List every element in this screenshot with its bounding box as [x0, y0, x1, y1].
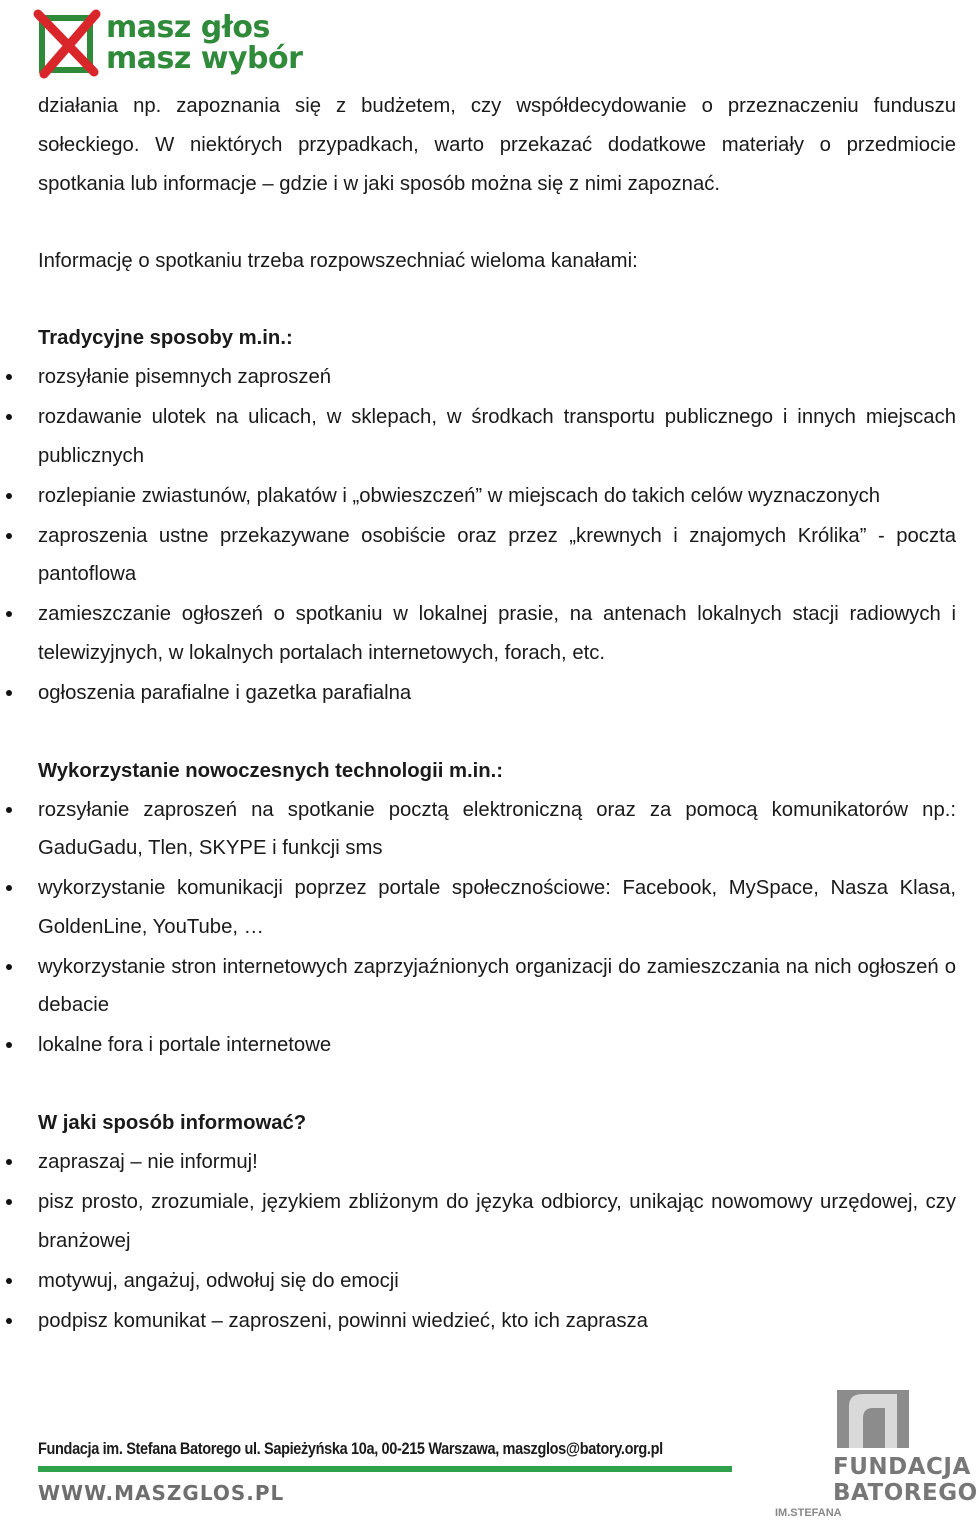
logo-wordmark — [106, 12, 302, 74]
foundation-name — [833, 1454, 978, 1506]
technology-methods-list — [38, 791, 956, 1065]
list-item: zapraszaj – nie informuj! — [38, 1143, 956, 1182]
list-item: wykorzystanie stron internetowych zaprzyjaźnionych organizacji do zamieszczania na nich ogłoszeń o debacie — [38, 948, 956, 1025]
list-item: motywuj, angażuj, odwołuj się do emocji — [38, 1262, 956, 1301]
foundation-line-1: FUNDACJA — [833, 1454, 971, 1480]
document-body — [38, 87, 956, 1342]
how-to-inform-list — [38, 1143, 956, 1340]
section-heading-technology: Wykorzystanie nowoczesnych technologii m.in.: — [38, 759, 504, 782]
logo-line-2: masz wybór — [106, 41, 303, 76]
channels-intro: Informację o spotkaniu trzeba rozpowszechniać wieloma kanałami: — [38, 250, 638, 272]
footer-address: Fundacja im. Stefana Batorego ul. Sapieżyńska 10a, 00-215 Warszawa, maszglos@batory.org.pl — [38, 1440, 663, 1458]
footer-website-link[interactable]: WWW.MASZGLOS.PL — [38, 1481, 285, 1505]
list-item: lokalne fora i portale internetowe — [38, 1026, 956, 1065]
foundation-line-2: BATOREGO — [833, 1480, 978, 1506]
list-item: zamieszczanie ogłoszeń o spotkaniu w lokalnej prasie, na antenach lokalnych stacji radiowych i telewizyjnych, w lokalnych portalach internetowych, forach, etc. — [38, 595, 956, 672]
list-item: pisz prosto, zrozumiale, językiem zbliżonym do języka odbiorcy, unikając nowomowy urzędowej, czy branżowej — [38, 1183, 956, 1260]
logo-line-1: masz głos — [106, 10, 270, 45]
foundation-prefix: IM.STEFANA — [775, 1507, 842, 1519]
footer-divider — [38, 1466, 732, 1472]
list-item: ogłoszenia parafialne i gazetka parafialna — [38, 674, 956, 713]
list-item: rozsyłanie pisemnych zaproszeń — [38, 358, 956, 397]
ballot-check-x-icon — [36, 10, 102, 78]
section-heading-how-to-inform: W jaki sposób informować? — [38, 1112, 307, 1134]
fundacja-batorego-logo — [775, 1388, 978, 1531]
list-item: podpisz komunikat – zaproszeni, powinni wiedzieć, kto ich zaprasza — [38, 1302, 956, 1341]
section-heading-traditional: Tradycyjne sposoby m.in.: — [38, 327, 293, 349]
list-item: rozlepianie zwiastunów, plakatów i „obwieszczeń” w miejscach do takich celów wyznaczonych — [38, 477, 956, 516]
list-item: wykorzystanie komunikacji poprzez portale społecznościowe: Facebook, MySpace, Nasza Klasa, GoldenLine, YouTube, … — [38, 869, 956, 946]
list-item: rozdawanie ulotek na ulicach, w sklepach, w środkach transportu publicznego i innych miejscach publicznych — [38, 398, 956, 475]
masz-glos-logo — [36, 10, 306, 82]
foundation-emblem-icon — [837, 1388, 909, 1450]
list-item: rozsyłanie zaproszeń na spotkanie pocztą elektroniczną oraz za pomocą komunikatorów np.: GaduGadu, Tlen, SKYPE i funkcji sms — [38, 791, 956, 868]
list-item: zaproszenia ustne przekazywane osobiście oraz przez „krewnych i znajomych Królika” - poczta pantoflowa — [38, 517, 956, 594]
intro-paragraph: działania np. zapoznania się z budżetem, czy współdecydowanie o przeznaczeniu funduszu sołeckiego. W niektórych przypadkach, warto przekazać dodatkowe materiały o przedmiocie spotkania lub informacje – gdzie i w jaki sposób można się z nimi zapoznać. — [38, 95, 956, 195]
traditional-methods-list — [38, 358, 956, 712]
